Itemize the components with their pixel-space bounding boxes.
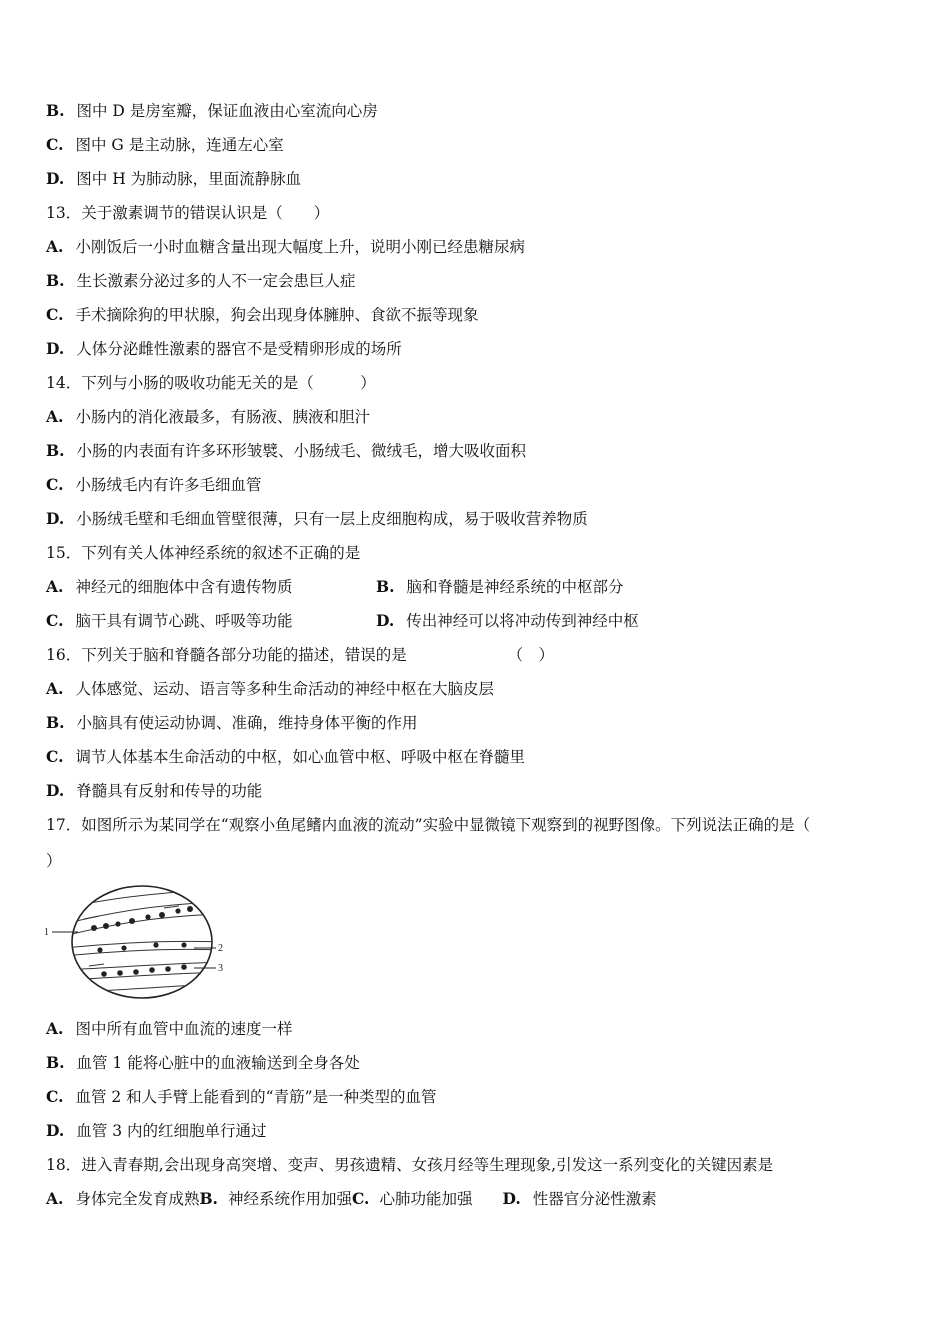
text-line [46, 780, 262, 802]
option-text: 小肠绒毛内有许多毛细血管 [75, 476, 262, 494]
option-label: B. [46, 441, 65, 460]
option-left [46, 576, 292, 598]
option-label: C. [46, 1087, 64, 1106]
figure-label-3: 3 [218, 963, 223, 974]
question-text: 16．下列关于脑和脊髓各部分功能的描述，错误的是 （ ） [46, 646, 554, 664]
text-line [46, 1018, 292, 1040]
option-text: 神经元的细胞体中含有遗传物质 [75, 578, 293, 596]
fish-tail-blood-flow-figure [44, 884, 234, 1004]
option-label: C. [46, 305, 64, 324]
option-text: 图中 H 为肺动脉，里面流静脉血 [76, 170, 302, 188]
option-label: C. [46, 135, 64, 154]
option-label: A. [46, 237, 64, 256]
option-label: A. [46, 1019, 64, 1038]
text-line [46, 814, 810, 836]
q18-option-d-text: 性器官分泌性激素 [532, 1190, 657, 1208]
q18-option-a-label: A. [46, 1189, 64, 1208]
option-right [376, 610, 639, 632]
question-text: 18．进入青春期,会出现身高突增、变声、男孩遗精、女孩月经等生理现象,引发这一系列变化的关键因素是 [46, 1156, 774, 1174]
text-line [46, 202, 329, 224]
option-label: C. [46, 611, 64, 630]
text-line [46, 168, 301, 190]
question-text: 15．下列有关人体神经系统的叙述不正确的是 [46, 544, 361, 562]
option-text: 小肠的内表面有许多环形皱襞、小肠绒毛、微绒毛，增大吸收面积 [76, 442, 527, 460]
q18-option-c-text: 心肺功能加强 [379, 1190, 473, 1208]
text-line [46, 372, 376, 394]
text-line [46, 542, 360, 564]
option-text: 小肠绒毛壁和毛细血管壁很薄，只有一层上皮细胞构成，易于吸收营养物质 [76, 510, 588, 528]
option-label: B. [46, 101, 65, 120]
q18-option-a-text: 身体完全发育成熟 [75, 1190, 200, 1208]
option-text: 脑干具有调节心跳、呼吸等功能 [75, 612, 293, 630]
text-line [46, 1154, 773, 1176]
text-line [46, 270, 356, 292]
option-label: D. [46, 509, 65, 528]
option-text: 图中所有血管中血流的速度一样 [75, 1020, 293, 1038]
q18-option-b-label: B. [199, 1189, 218, 1208]
option-text: 小脑具有使运动协调、准确，维持身体平衡的作用 [76, 714, 418, 732]
option-text: 小刚饭后一小时血糖含量出现大幅度上升，说明小刚已经患糖尿病 [75, 238, 525, 256]
option-text: 手术摘除狗的甲状腺，狗会出现身体臃肿、食欲不振等现象 [75, 306, 479, 324]
option-text: 脊髓具有反射和传导的功能 [76, 782, 263, 800]
option-label: D. [46, 781, 65, 800]
text-line [46, 850, 62, 872]
q18-option-c-label: C. [351, 1189, 370, 1208]
text-line [46, 304, 478, 326]
text-line [46, 236, 525, 258]
option-text: 血管 3 内的红细胞单行通过 [76, 1122, 267, 1140]
option-label: B. [376, 577, 395, 596]
text-line [46, 474, 261, 496]
text-line [46, 338, 402, 360]
option-text: 人体分泌雌性激素的器官不是受精卵形成的场所 [76, 340, 402, 358]
question-text: ） [46, 852, 62, 870]
text-line [46, 100, 378, 122]
text-line [46, 644, 554, 666]
option-label: C. [46, 475, 64, 494]
text-line [46, 1052, 360, 1074]
option-label: B. [46, 1053, 65, 1072]
text-line [46, 1086, 437, 1108]
option-label: A. [46, 577, 64, 596]
option-text: 人体感觉、运动、语言等多种生命活动的神经中枢在大脑皮层 [75, 680, 494, 698]
figure-label-2: 2 [218, 943, 223, 954]
option-text: 生长激素分泌过多的人不一定会患巨人症 [76, 272, 356, 290]
option-label: A. [46, 407, 64, 426]
option-label: C. [46, 747, 64, 766]
option-text: 传出神经可以将冲动传到神经中枢 [406, 612, 639, 630]
option-text: 小肠内的消化液最多，有肠液、胰液和胆汁 [75, 408, 370, 426]
option-text: 图中 D 是房室瓣，保证血液由心室流向心房 [76, 102, 378, 120]
question-text: 14．下列与小肠的吸收功能无关的是（ ） [46, 374, 376, 392]
option-right [376, 576, 624, 598]
option-label: B. [46, 271, 65, 290]
text-line [46, 508, 588, 530]
question-text: 13．关于激素调节的错误认识是（ ） [46, 204, 330, 222]
q18-options-row [46, 1188, 657, 1210]
option-label: D. [46, 169, 65, 188]
text-line [46, 712, 418, 734]
option-text: 调节人体基本生命活动的中枢，如心血管中枢、呼吸中枢在脊髓里 [75, 748, 525, 766]
text-line [46, 1120, 267, 1142]
option-label: D. [376, 611, 395, 630]
q18-option-b-text: 神经系统作用加强 [227, 1190, 352, 1208]
option-label: A. [46, 679, 64, 698]
text-line [46, 746, 525, 768]
text-line [46, 440, 526, 462]
option-label: D. [46, 1121, 65, 1140]
text-line [46, 134, 284, 156]
option-text: 脑和脊髓是神经系统的中枢部分 [406, 578, 624, 596]
figure-label-1: 1 [44, 927, 49, 938]
option-label: D. [46, 339, 65, 358]
option-left [46, 610, 292, 632]
option-label: B. [46, 713, 65, 732]
option-text: 血管 1 能将心脏中的血液输送到全身各处 [76, 1054, 360, 1072]
option-text: 血管 2 和人手臂上能看到的“青筋”是一种类型的血管 [75, 1088, 437, 1106]
text-line [46, 406, 370, 428]
q18-option-d-label: D. [502, 1189, 521, 1208]
option-text: 图中 G 是主动脉，连通左心室 [75, 136, 284, 154]
text-line [46, 678, 494, 700]
question-text: 17．如图所示为某同学在“观察小鱼尾鳍内血液的流动”实验中显微镜下观察到的视野图像。下列说法正确的是（ [46, 816, 811, 834]
